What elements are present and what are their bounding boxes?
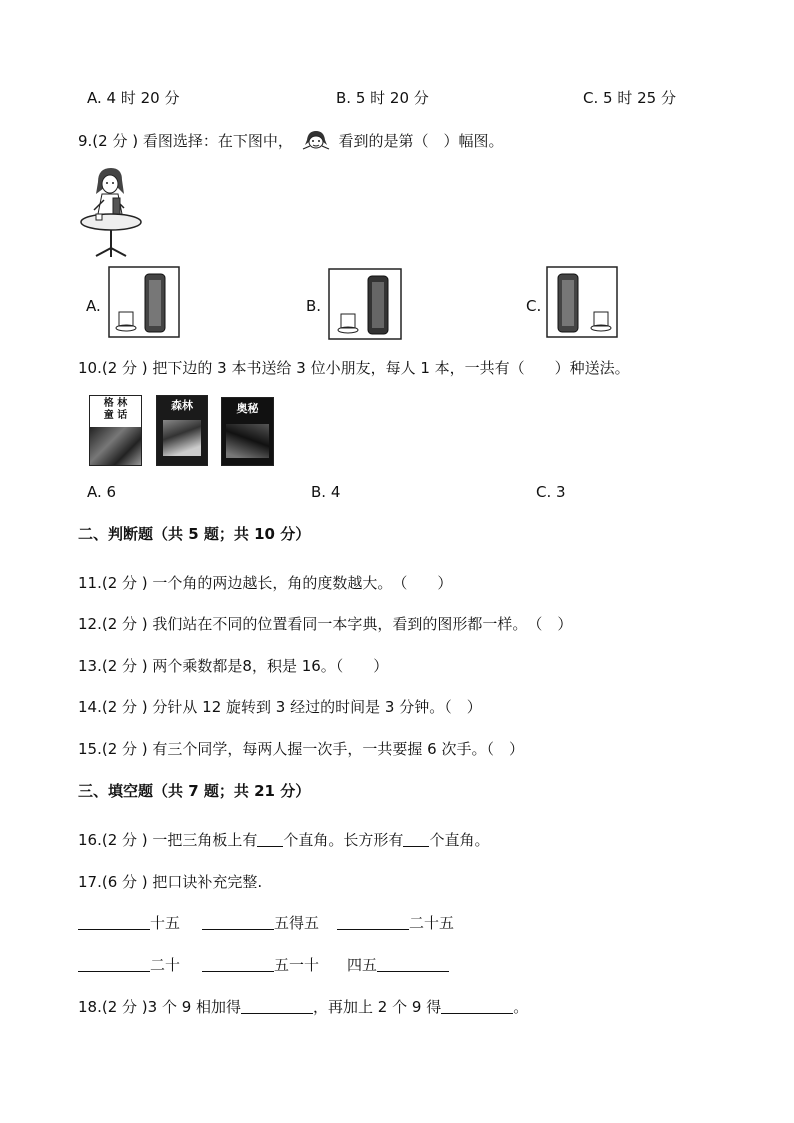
book-title-line1: 奥秘	[236, 402, 259, 415]
book-grimm-fairy-tales	[89, 395, 142, 466]
q17-row1-item3: 二十五	[409, 914, 455, 932]
q17-row1-item2: 五得五	[274, 914, 320, 932]
q8-option-a: A. 4 时 20 分	[87, 89, 180, 107]
book-title-line2: 童 话	[103, 410, 128, 421]
q17-row2-item3: 四五	[347, 956, 378, 974]
q9-question	[78, 129, 503, 151]
q13-question: 13.(2 分 ) 两个乘数都是8，积是 16。（ ）	[78, 657, 389, 675]
q9-suffix: 看到的是第（ ）幅图。	[338, 132, 504, 150]
q17-blank-4[interactable]	[78, 955, 150, 972]
q9-option-c: C.	[526, 297, 542, 315]
girl-face-icon	[300, 129, 332, 151]
q9-option-b: B.	[306, 297, 322, 315]
section-3-title: 三、填空题（共 7 题；共 21 分）	[78, 782, 311, 800]
q18-part1: 18.(2 分 )3 个 9 相加得	[78, 998, 242, 1016]
book-title-line1: 格 林	[103, 398, 128, 409]
q18-question	[78, 997, 528, 1017]
book-title-line1: 森林	[171, 399, 193, 412]
q8-option-c: C. 5 时 25 分	[583, 89, 676, 107]
q10-option-b: B. 4	[311, 483, 341, 501]
q16-part1: 16.(2 分 ) 一把三角板上有	[78, 831, 258, 849]
book-forest	[156, 395, 208, 466]
q18-blank-1[interactable]	[241, 997, 313, 1014]
q9-option-a: A.	[86, 297, 101, 315]
q12-question: 12.(2 分 ) 我们站在不同的位置看同一本字典，看到的图形都一样。 （ ）	[78, 615, 573, 633]
view-b-cup-left-bottle-right	[328, 268, 402, 340]
q17-blank-2[interactable]	[202, 913, 274, 930]
q18-part2: ，再加上 2 个 9 得	[313, 998, 442, 1016]
q17-row2-item1: 二十	[150, 956, 181, 974]
q17-row-1	[78, 913, 454, 933]
section-2-title: 二、判断题（共 5 题；共 10 分）	[78, 525, 311, 543]
q17-row1-item1: 十五	[150, 914, 181, 932]
q17-row2-item2: 五一十	[274, 956, 320, 974]
q17-blank-6[interactable]	[377, 955, 449, 972]
view-c-bottle-left-cup-right	[546, 266, 618, 338]
girl-at-table-illustration	[78, 164, 144, 260]
q16-part2: 个直角。长方形有	[283, 831, 404, 849]
q15-question: 15.(2 分 ) 有三个同学，每两人握一次手，一共要握 6 次手。（ ）	[78, 740, 524, 758]
q8-option-b: B. 5 时 20 分	[336, 89, 429, 107]
q11-question: 11.(2 分 ) 一个角的两边越长，角的度数越大。 （ ）	[78, 574, 453, 592]
q18-blank-2[interactable]	[441, 997, 513, 1014]
q16-blank-1[interactable]	[257, 830, 283, 847]
q17-blank-1[interactable]	[78, 913, 150, 930]
book-mystery	[221, 397, 274, 466]
q16-question	[78, 830, 489, 850]
q14-question: 14.(2 分 ) 分针从 12 旋转到 3 经过的时间是 3 分钟。（ ）	[78, 698, 482, 716]
q16-blank-2[interactable]	[403, 830, 429, 847]
q9-prefix: 9.(2 分 ) 看图选择：在下图中，	[78, 132, 293, 150]
q17-blank-3[interactable]	[337, 913, 409, 930]
q10-question: 10.(2 分 ) 把下边的 3 本书送给 3 位小朋友，每人 1 本，一共有（ ）种送法。	[78, 359, 630, 377]
q17-blank-5[interactable]	[202, 955, 274, 972]
q18-part3: 。	[513, 998, 529, 1016]
q10-option-a: A. 6	[87, 483, 117, 501]
q17-question: 17.(6 分 ) 把口诀补充完整.	[78, 873, 263, 891]
q17-row-2	[78, 955, 449, 975]
q10-option-c: C. 3	[536, 483, 566, 501]
q16-part3: 个直角。	[429, 831, 490, 849]
view-a-cup-left-bottle-right	[108, 266, 180, 338]
